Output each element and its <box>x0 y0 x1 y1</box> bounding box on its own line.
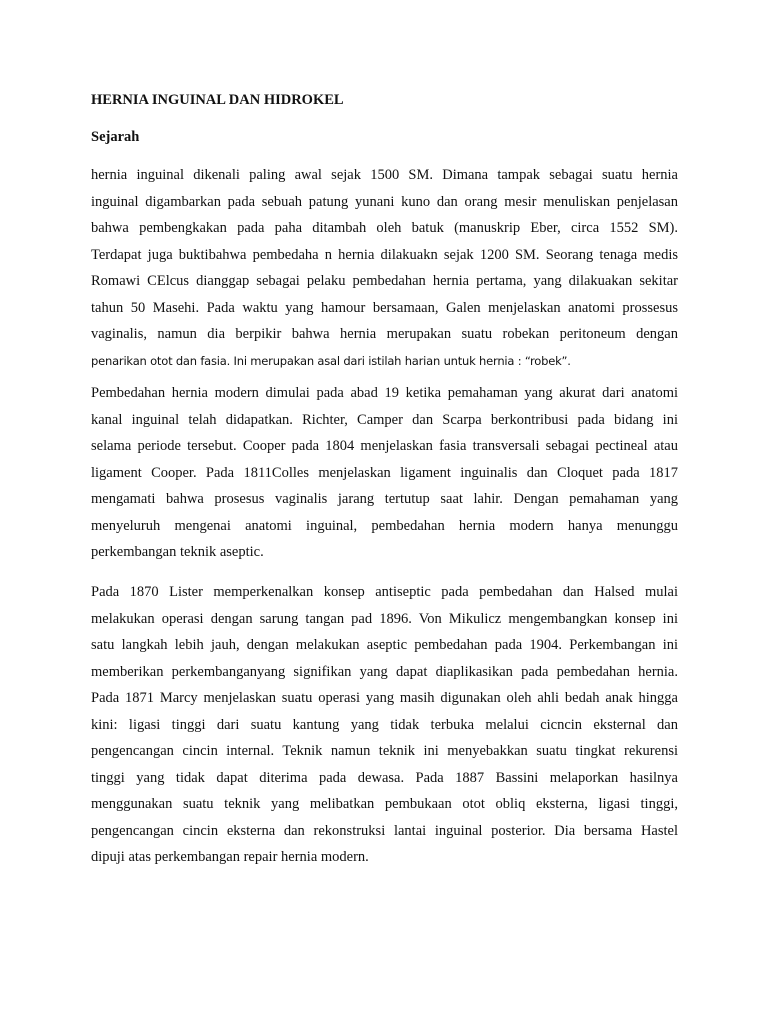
paragraph-line: ligament Cooper. Pada 1811Colles menjelaskan ligament inguinalis dan Cloquet pada 1817 <box>91 464 678 481</box>
paragraph-line: tahun 50 Masehi. Pada waktu yang hamour bersamaan, Galen menjelaskan anatomi prossesus <box>91 299 678 316</box>
paragraph-line: mengamati bahwa prosesus vaginalis jarang tertutup saat lahir. Dengan pemahaman yang <box>91 491 678 507</box>
document-title: HERNIA INGUINAL DAN HIDROKEL <box>91 92 344 108</box>
paragraph-line: pengencangan cincin eksterna dan rekonstruksi lantai inguinal posterior. Dia bersama Hastel <box>91 822 678 839</box>
paragraph-line: kanal inguinal telah didapatkan. Richter, Camper dan Scarpa berkontribusi pada bidang ini <box>91 411 678 428</box>
paragraph-line: Terdapat juga buktibahwa pembedaha n hernia dilakuakn sejak 1200 SM. Seorang tenaga medis <box>91 246 678 263</box>
section-heading: Sejarah <box>91 129 140 145</box>
paragraph-line: Pada 1871 Marcy menjelaskan suatu operasi yang masih digunakan oleh ahli bedah anak hingga <box>91 690 678 706</box>
paragraph-line: Pada 1870 Lister memperkenalkan konsep antiseptic pada pembedahan dan Halsed mulai <box>91 584 678 600</box>
paragraph-line: selama periode tersebut. Cooper pada 1804 menjelaskan fasia transversali sebagai pectineal atau <box>91 438 678 454</box>
paragraph-line: perkembangan teknik aseptic. <box>91 544 264 560</box>
paragraph-line: hernia inguinal dikenali paling awal sejak 1500 SM. Dimana tampak sebagai suatu hernia <box>91 167 678 183</box>
paragraph-line: kini: ligasi tinggi dari suatu kantung yang tidak terbuka melalui cicncin eksternal dan <box>91 716 678 733</box>
paragraph-line: penarikan otot dan fasia. Ini merupakan asal dari istilah harian untuk hernia : “robek”. <box>91 353 571 368</box>
paragraph-line: Pembedahan hernia modern dimulai pada abad 19 ketika pemahaman yang akurat dari anatomi <box>91 385 678 401</box>
paragraph-antiseptic-era <box>91 579 678 871</box>
paragraph-line: menggunakan suatu teknik yang melibatkan pembukaan otot obliq eksterna, ligasi tinggi, <box>91 796 678 812</box>
paragraph-line: pengencangan cincin internal. Teknik namun teknik ini menyebakkan suatu tingkat rekurensi <box>91 743 678 759</box>
paragraph-line: dipuji atas perkembangan repair hernia modern. <box>91 849 369 865</box>
paragraph-history-origins <box>91 162 678 374</box>
paragraph-line: Romawi CElcus dianggap sebagai pelaku pembedahan hernia pertama, yang dilakuakan sekitar <box>91 273 678 289</box>
paragraph-line: menyeluruh mengenai anatomi inguinal, pembedahan hernia modern hanya menunggu <box>91 517 678 534</box>
paragraph-line: memberikan perkembanganyang signifikan yang dapat diaplikasikan pada pembedahan hernia. <box>91 663 678 680</box>
paragraph-modern-surgery <box>91 380 678 566</box>
paragraph-line: inguinal digambarkan pada sebuah patung yunani kuno dan orang mesir menuliskan penjelasan <box>91 193 678 210</box>
paragraph-line: tinggi yang tidak dapat diterima pada dewasa. Pada 1887 Bassini melaporkan hasilnya <box>91 769 678 786</box>
paragraph-line: melakukan operasi dengan sarung tangan pad 1896. Von Mikulicz mengembangkan konsep ini <box>91 610 678 627</box>
paragraph-line: bahwa pembengkakan pada paha ditambah oleh batuk (manuskrip Eber, circa 1552 SM). <box>91 220 678 236</box>
paragraph-line: vaginalis, namun dia berpikir bahwa hernia merupakan suatu robekan peritoneum dengan <box>91 326 678 342</box>
paragraph-line: satu langkah lebih jauh, dengan melakukan aseptic pembedahan pada 1904. Perkembangan ini <box>91 637 678 653</box>
